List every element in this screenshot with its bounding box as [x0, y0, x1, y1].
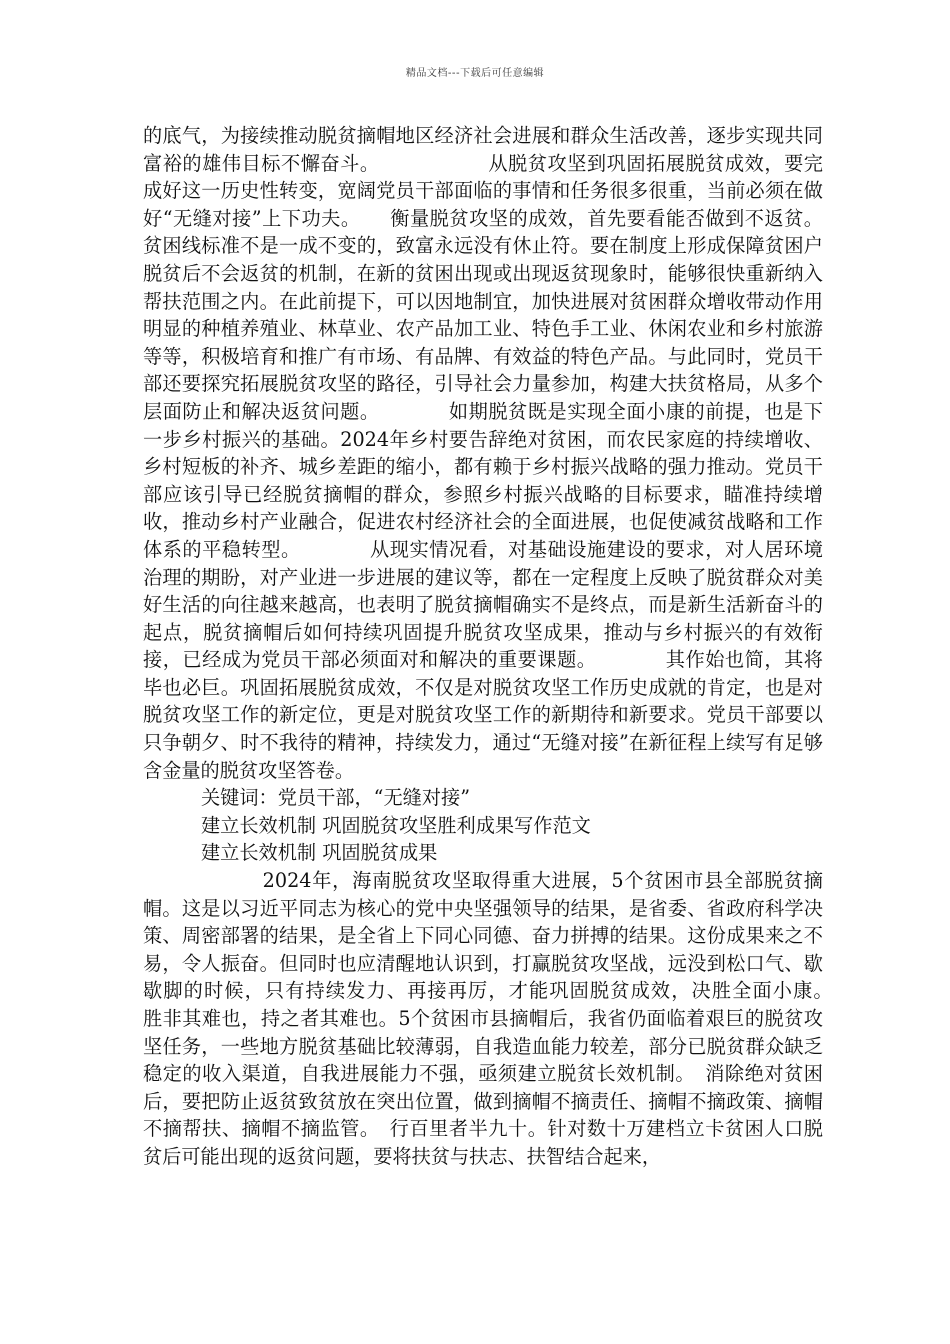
paragraph-keywords: 关键词：党员干部，“无缝对接” — [201, 786, 471, 810]
paragraph-subtitle: 建立长效机制 巩固脱贫成果 — [201, 841, 438, 865]
paragraph-main: 的底气，为接续推动脱贫摘帽地区经济社会进展和群众生活改善，逐步实现共同富裕的雄伟目标不懈奋斗。 从脱贫攻坚到巩固拓展脱贫成效，要完成好这一历史性转变，宽阔党员干部面临的事情和任务很多很重，当前必须在做好“无缝对接”上下功夫。 衡量脱贫攻坚的成效，首先要看能否做到不返贫。贫困线标准不是一成不变的，致富永远没有休止符。要在制度上形成保障贫困户脱贫后不会返贫的机制，在新的贫困出现或出现返贫现象时，能够很快重新纳入帮扶范围之内。在此前提下，可以因地制宜，加快进展对贫困群众增收带动作用明显的种植养殖业、林草业、农产品加工业、特色手工业、休闲农业和乡村旅游等等，积极培育和推广有市场、有品牌、有效益的特色产品。与此同时，党员干部还要探究拓展脱贫攻坚的路径，引导社会力量参加，构建大扶贫格局，从多个层面防止和解决返贫问题。 如期脱贫既是实现全面小康的前提，也是下一步乡村振兴的基础。2024年乡村要告辞绝对贫困，而农民家庭的持续增收、乡村短板的补齐、城乡差距的缩小，都有赖于乡村振兴战略的强力推动。党员干部应该引导已经脱贫摘帽的群众，参照乡村振兴战略的目标要求，瞄准持续增收，推动乡村产业融合，促进农村经济社会的全面进展，也促使减贫战略和工作体系的平稳转型。 从现实情况看，对基础设施建设的要求，对人居环境治理的期盼，对产业进一步进展的建议等，都在一定程度上反映了脱贫群众对美好生活的向往越来越高，也表明了脱贫摘帽确实不是终点，而是新生活新奋斗的起点，脱贫摘帽后如何持续巩固提升脱贫攻坚成果，推动与乡村振兴的有效衔接，已经成为党员干部必须面对和解决的重要课题。 其作始也简，其将毕也必巨。巩固拓展脱贫成效，不仅是对脱贫攻坚工作历史成就的肯定，也是对脱贫攻坚工作的新定位，更是对脱贫攻坚工作的新期待和新要求。党员干部要以只争朝夕、时不我待的精神，持续发力，通过“无缝对接”在新征程上续写有足够含金量的脱贫攻坚答卷。 — [143, 124, 823, 782]
page-header: 精品文档---下载后可任意编辑 — [405, 68, 545, 79]
paragraph-hainan: 2024年，海南脱贫攻坚取得重大进展，5个贫困市县全部脱贫摘帽。这是以习近平同志为核心的党中央坚强领导的结果，是省委、省政府科学决策、周密部署的结果，是全省上下同心同德、奋力拼搏的结果。这份成果来之不易，令人振奋。但同时也应清醒地认识到，打赢脱贫攻坚战，远没到松口气、歇歇脚的时候，只有持续发力、再接再厉，才能巩固脱贫成效，决胜全面小康。 胜非其难也，持之者其难也。5个贫困市县摘帽后，我省仍面临着艰巨的脱贫攻坚任务，一些地方脱贫基础比较薄弱，自我造血能力较差，部分已脱贫群众缺乏稳定的收入渠道，自我进展能力不强，亟须建立脱贫长效机制。 消除绝对贫困后，要把防止返贫致贫放在突出位置，做到摘帽不摘责任、摘帽不摘政策、摘帽不摘帮扶、摘帽不摘监管。 行百里者半九十。针对数十万建档立卡贫困人口脱贫后可能出现的返贫问题，要将扶贫与扶志、扶智结合起来， — [143, 869, 843, 1168]
paragraph-article-title: 建立长效机制 巩固脱贫攻坚胜利成果写作范文 — [201, 813, 591, 837]
document-body — [143, 122, 843, 1171]
